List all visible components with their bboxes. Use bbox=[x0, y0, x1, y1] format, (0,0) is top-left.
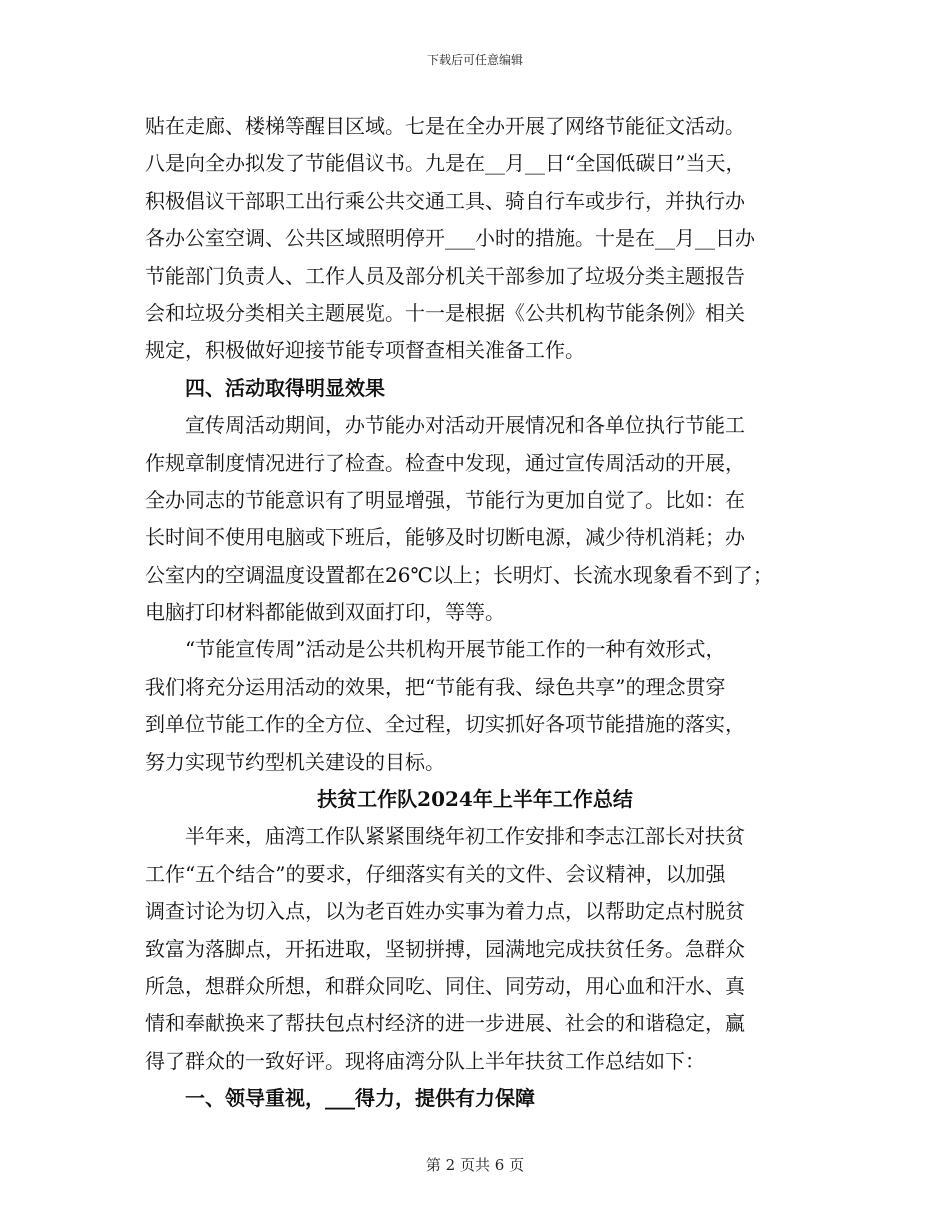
body-line: 调查讨论为切入点，以为老百姓办实事为着力点，以帮助定点村脱贫 bbox=[145, 899, 745, 924]
document-title: 扶贫工作队2024年上半年工作总结 bbox=[317, 787, 633, 812]
body-line: 宣传周活动期间，办节能办对活动开展情况和各单位执行节能工 bbox=[185, 413, 745, 438]
body-line: 长时间不使用电脑或下班后，能够及时切断电源，减少待机消耗；办 bbox=[145, 525, 745, 550]
body-line: 工作“五个结合”的要求，仔细落实有关的文件、会议精神，以加强 bbox=[145, 861, 726, 886]
body-line: 致富为落脚点，开拓进取，坚韧拼搏，园满地完成扶贫任务。急群众 bbox=[145, 936, 745, 961]
body-line: 我们将充分运用活动的效果，把“节能有我、绿色共享”的理念贯穿 bbox=[145, 674, 726, 699]
section-heading: 一、领导重视，___得力，提供有力保障 bbox=[185, 1086, 535, 1111]
body-line: 到单位节能工作的全方位、全过程，切实抓好各项节能措施的落实， bbox=[145, 712, 745, 737]
body-line: 全办同志的节能意识有了明显增强，节能行为更加自觉了。比如：在 bbox=[145, 487, 745, 512]
page-footer: 第 2 页共 6 页 bbox=[425, 1156, 525, 1174]
body-line: 积极倡议干部职工出行乘公共交通工具、骑自行车或步行，并执行办 bbox=[145, 188, 745, 213]
document-body bbox=[145, 108, 805, 1118]
body-line: 节能部门负责人、工作人员及部分机关干部参加了垃圾分类主题报告 bbox=[145, 263, 745, 288]
page-header: 下载后可任意编辑 bbox=[426, 53, 523, 67]
body-line: 半年来，庙湾工作队紧紧围绕年初工作安排和李志江部长对扶贫 bbox=[185, 824, 745, 849]
section-heading: 四、活动取得明显效果 bbox=[185, 375, 385, 400]
body-line: 努力实现节约型机关建设的目标。 bbox=[145, 749, 445, 774]
body-line: 八是向全办拟发了节能倡议书。九是在__月__日“全国低碳日”当天， bbox=[145, 151, 746, 176]
body-line: 规定，积极做好迎接节能专项督查相关准备工作。 bbox=[145, 338, 585, 363]
body-line: “节能宣传周”活动是公共机构开展节能工作的一种有效形式， bbox=[185, 637, 726, 662]
body-line: 得了群众的一致好评。现将庙湾分队上半年扶贫工作总结如下： bbox=[145, 1048, 705, 1073]
body-line: 所急，想群众所想，和群众同吃、同住、同劳动，用心血和汗水、真 bbox=[145, 973, 745, 998]
body-line: 情和奉献换来了帮扶包点村经济的进一步进展、社会的和谐稳定，赢 bbox=[145, 1011, 745, 1036]
body-line: 电脑打印材料都能做到双面打印，等等。 bbox=[145, 600, 505, 625]
body-line: 会和垃圾分类相关主题展览。十一是根据《公共机构节能条例》相关 bbox=[145, 300, 745, 325]
body-line: 作规章制度情况进行了检查。检查中发现，通过宣传周活动的开展， bbox=[145, 450, 745, 475]
body-line: 贴在走廊、楼梯等醒目区域。七是在全办开展了网络节能征文活动。 bbox=[145, 114, 745, 138]
body-line: 各办公室空调、公共区域照明停开___小时的措施。十是在__月__日办 bbox=[145, 226, 755, 251]
body-line: 公室内的空调温度设置都在26℃以上；长明灯、长流水现象看不到了； bbox=[145, 562, 773, 587]
